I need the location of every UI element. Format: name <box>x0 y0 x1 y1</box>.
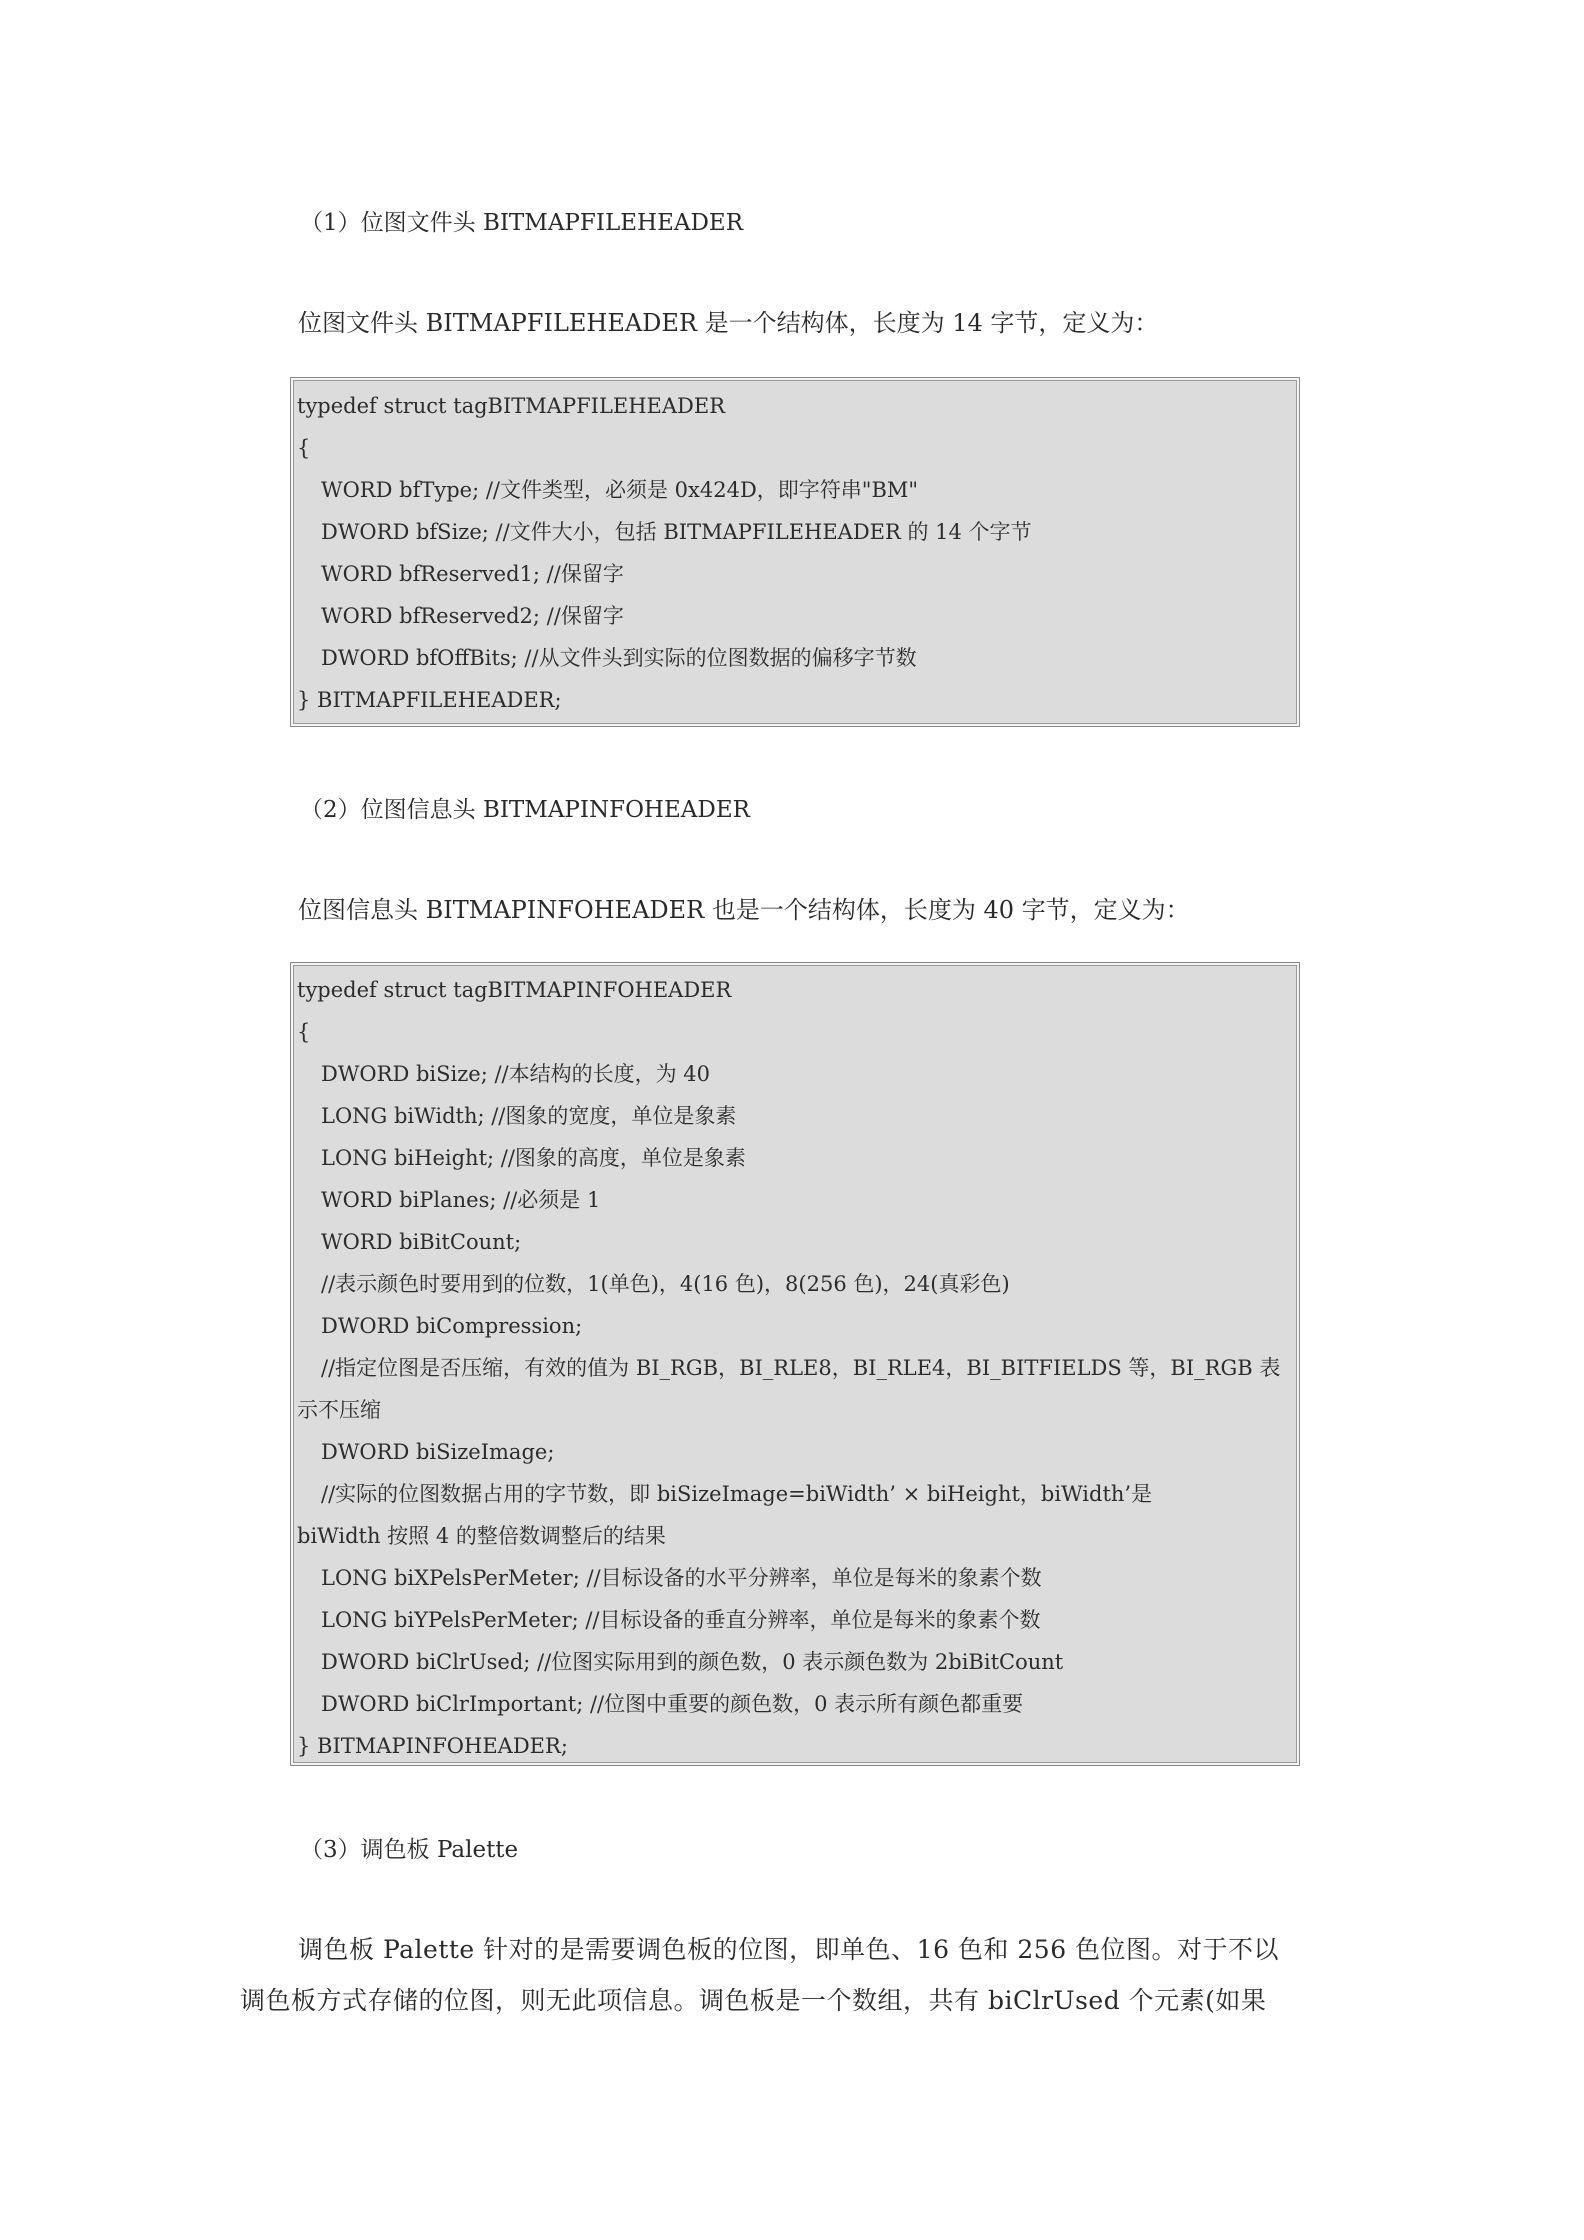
code-line: //指定位图是否压缩，有效的值为 BI_RGB，BI_RLE8，BI_RLE4，BI_BITFIELDS 等，BI_RGB 表 <box>321 1356 1281 1380</box>
palette-paragraph-line-1: 调色板 Palette 针对的是需要调色板的位图，即单色、16 色和 256 色位图。对于不以 <box>298 1935 1280 1964</box>
code-line: LONG biWidth; //图象的宽度，单位是象素 <box>321 1104 737 1128</box>
code-block-bitmapinfoheader <box>290 962 1300 1766</box>
code-line: //表示颜色时要用到的位数，1(单色)，4(16 色)，8(256 色)，24(真彩色) <box>321 1272 1010 1296</box>
code-line: DWORD biSize; //本结构的长度，为 40 <box>321 1062 711 1086</box>
code-line: WORD bfReserved2; //保留字 <box>321 604 624 628</box>
code-line: biWidth 按照 4 的整倍数调整后的结果 <box>297 1524 666 1548</box>
code-line: DWORD biSizeImage; <box>321 1440 555 1464</box>
code-line: DWORD bfOffBits; //从文件头到实际的位图数据的偏移字节数 <box>321 646 917 670</box>
code-line: LONG biXPelsPerMeter; //目标设备的水平分辨率，单位是每米的象素个数 <box>321 1566 1042 1590</box>
code-line: 示不压缩 <box>297 1398 381 1422</box>
code-line: typedef struct tagBITMAPFILEHEADER <box>297 394 726 418</box>
code-line: { <box>297 1020 311 1044</box>
code-line: } BITMAPFILEHEADER; <box>297 688 562 712</box>
code-line: } BITMAPINFOHEADER; <box>297 1734 568 1758</box>
code-line: WORD bfReserved1; //保留字 <box>321 562 624 586</box>
code-line: WORD bfType; //文件类型，必须是 0x424D，即字符串"BM" <box>321 478 919 502</box>
code-line: //实际的位图数据占用的字节数，即 biSizeImage=biWidth’ × biHeight，biWidth’是 <box>321 1482 1153 1506</box>
code-line: LONG biHeight; //图象的高度，单位是象素 <box>321 1146 746 1170</box>
section-heading-palette: （3）调色板 Palette <box>300 1837 519 1863</box>
section-intro-bitmapfileheader: 位图文件头 BITMAPFILEHEADER 是一个结构体，长度为 14 字节，定义为： <box>298 309 1159 337</box>
section-intro-bitmapinfoheader: 位图信息头 BITMAPINFOHEADER 也是一个结构体，长度为 40 字节，定义为： <box>298 896 1190 924</box>
section-heading-bitmapfileheader: （1）位图文件头 BITMAPFILEHEADER <box>300 210 744 236</box>
code-line: DWORD bfSize; //文件大小，包括 BITMAPFILEHEADER 的 14 个字节 <box>321 520 1032 544</box>
code-line: DWORD biClrImportant; //位图中重要的颜色数，0 表示所有颜色都重要 <box>321 1692 1024 1716</box>
section-heading-bitmapinfoheader: （2）位图信息头 BITMAPINFOHEADER <box>300 797 750 823</box>
code-block-bitmapfileheader <box>290 377 1300 727</box>
code-line: DWORD biClrUsed; //位图实际用到的颜色数，0 表示颜色数为 2biBitCount <box>321 1650 1064 1674</box>
code-line: WORD biBitCount; <box>321 1230 522 1254</box>
code-line: { <box>297 436 311 460</box>
code-line: typedef struct tagBITMAPINFOHEADER <box>297 978 732 1002</box>
code-line: DWORD biCompression; <box>321 1314 583 1338</box>
code-line: LONG biYPelsPerMeter; //目标设备的垂直分辨率，单位是每米的象素个数 <box>321 1608 1041 1632</box>
code-line: WORD biPlanes; //必须是 1 <box>321 1188 601 1212</box>
palette-paragraph-line-2: 调色板方式存储的位图，则无此项信息。调色板是一个数组，共有 biClrUsed 个元素(如果 <box>240 1986 1267 2015</box>
